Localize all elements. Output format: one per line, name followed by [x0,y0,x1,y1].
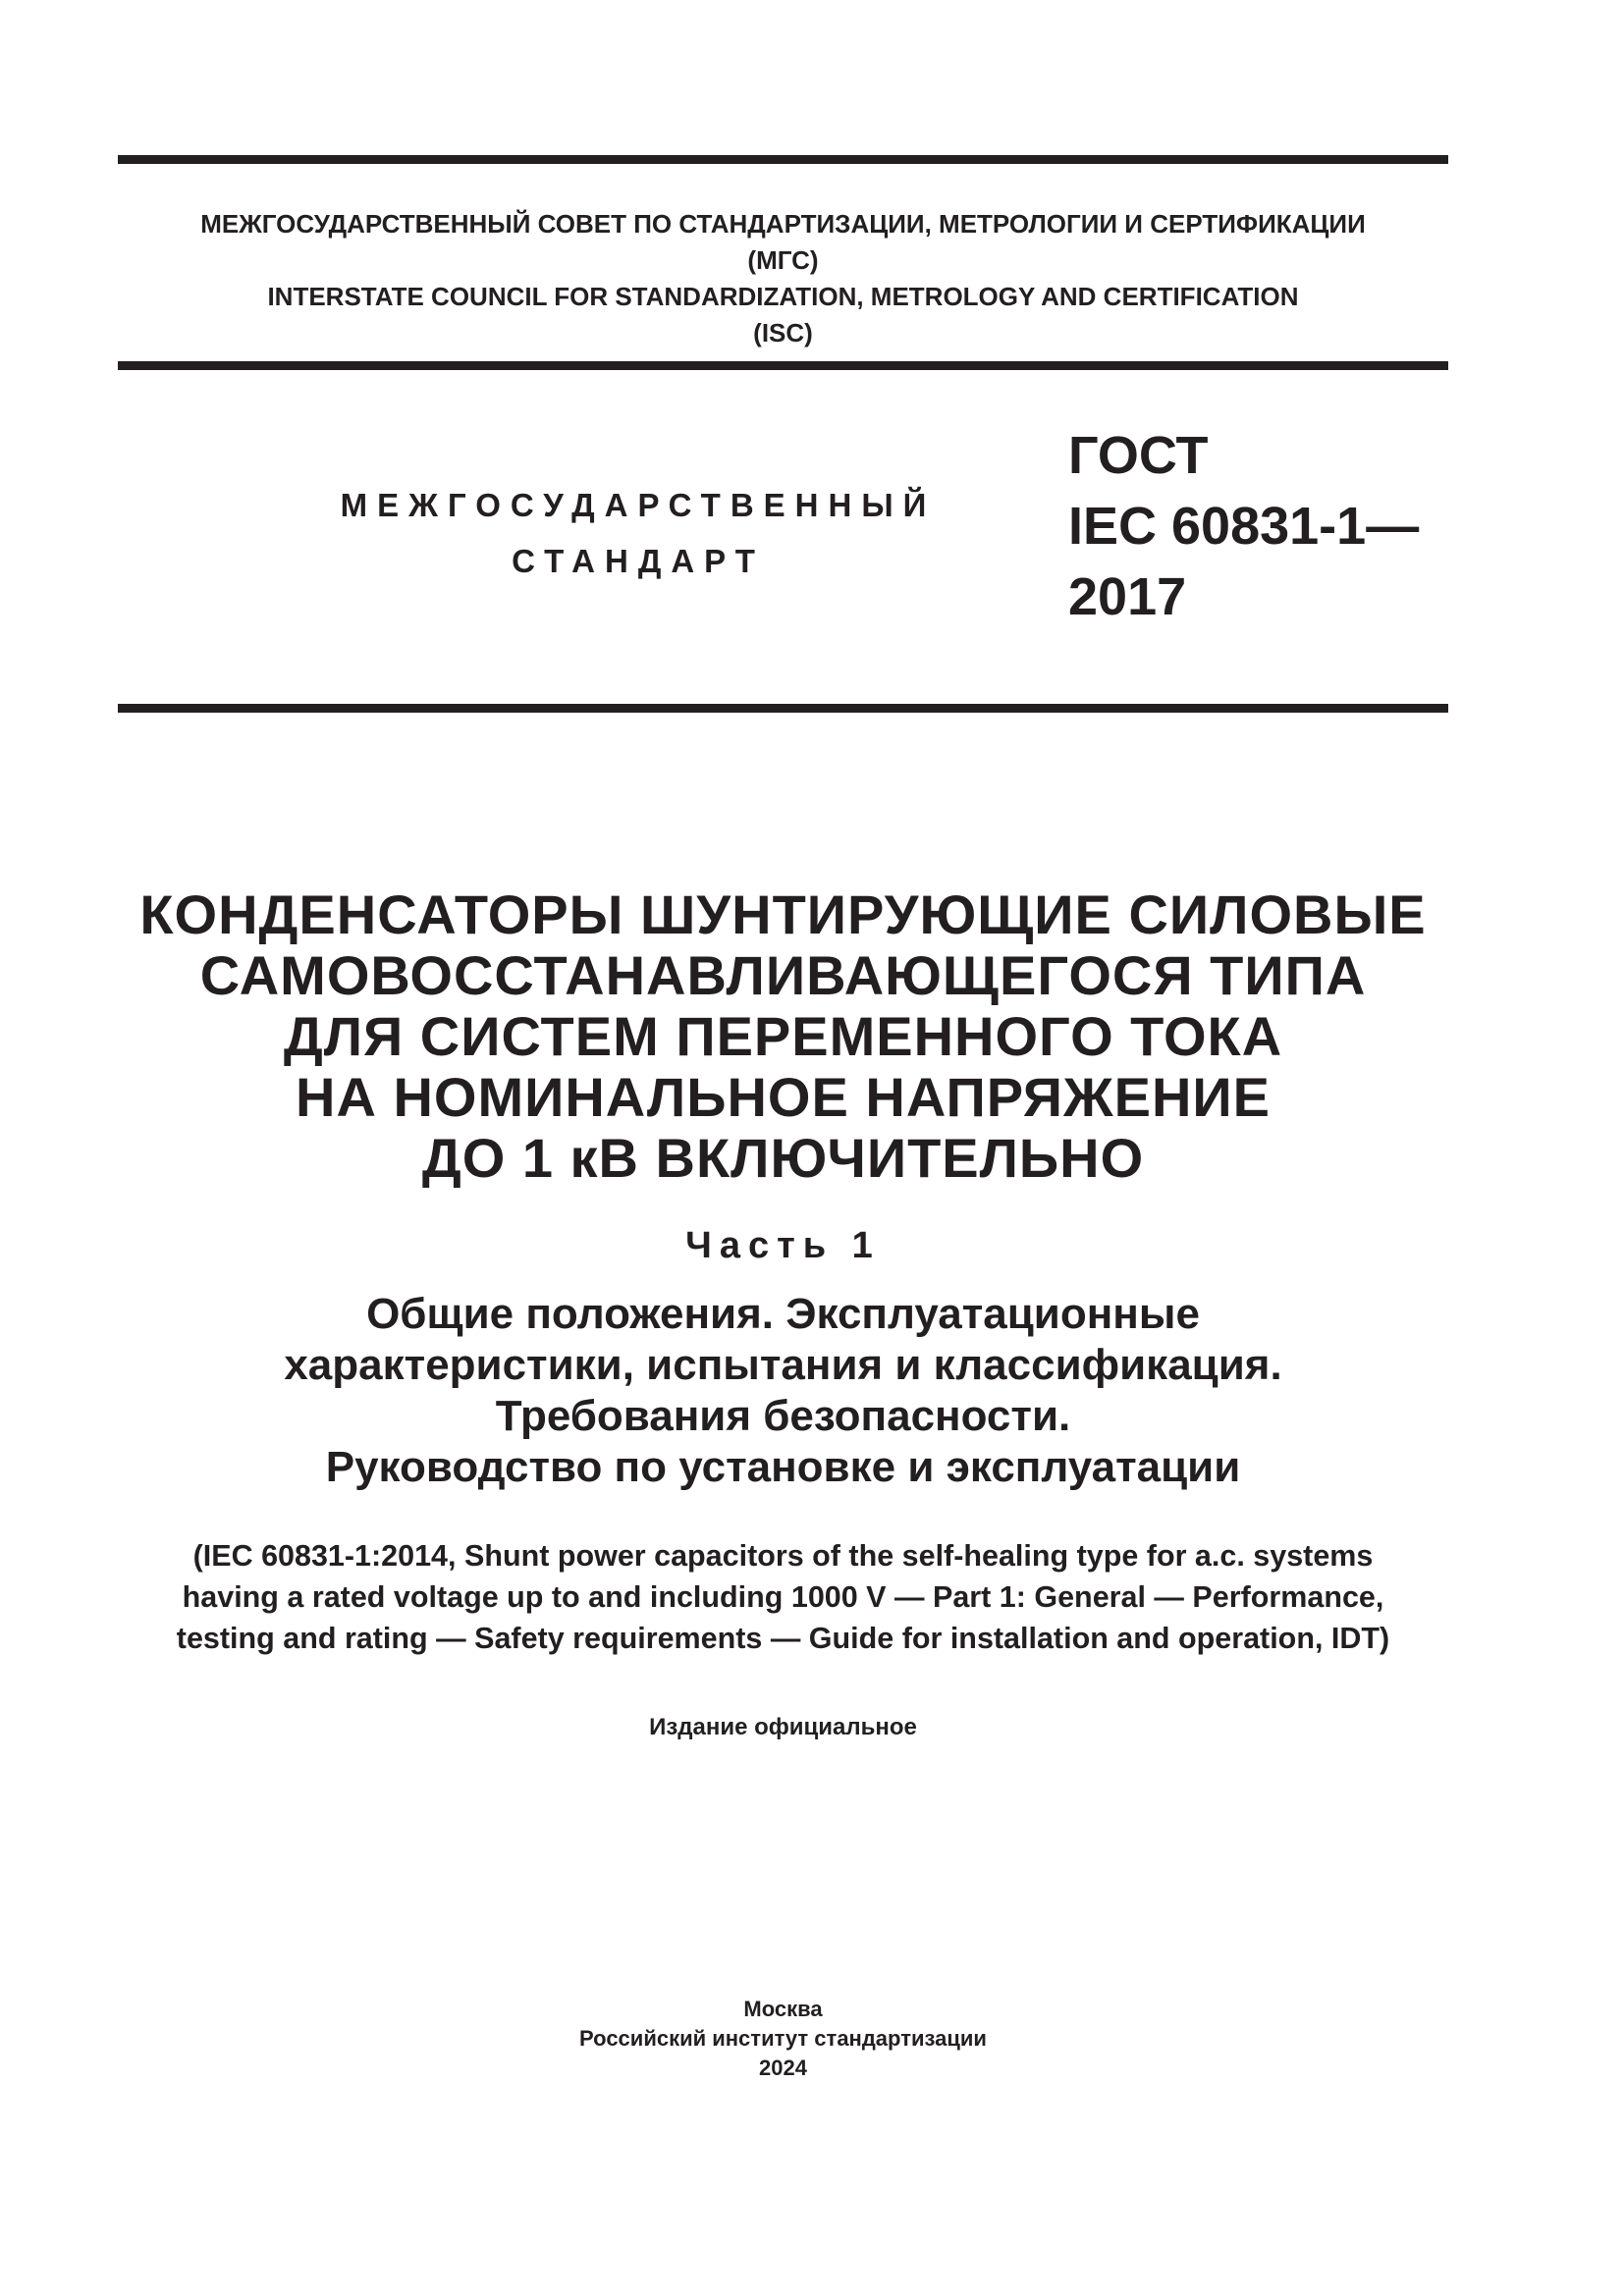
part-label: Часть 1 [685,1225,881,1266]
standard-type [295,477,982,589]
subtitle-line: характеристики, испытания и классификация. [284,1341,1282,1389]
top-rule [118,155,1448,164]
subtitle-line: Общие положения. Эксплуатационные [366,1290,1200,1338]
designation-line3: 2017 [1068,567,1187,626]
imprint-city: Москва [743,1997,823,2021]
designation-line1: ГОСТ [1068,426,1209,485]
title-line: ДЛЯ СИСТЕМ ПЕРЕМЕННОГО ТОКА [283,1005,1283,1067]
iec-reference-line: having a rated voltage up to and including 1000 V — Part 1: General — Performance, [182,1580,1384,1614]
standard-type-line2: СТАНДАРТ [512,543,765,579]
council-en-abbr: (ISC) [753,318,813,347]
designation-line2: IEC 60831-1— [1068,497,1420,556]
header-bottom-rule [118,361,1448,370]
iec-reference-line: (IEC 60831-1:2014, Shunt power capacitors of the self-healing type for a.c. systems [192,1539,1374,1573]
document-subtitle [118,1289,1448,1493]
title-line: КОНДЕНСАТОРЫ ШУНТИРУЮЩИЕ СИЛОВЫЕ [139,883,1427,945]
imprint-publisher: Российский институт стандартизации [579,2026,987,2051]
iec-reference [98,1535,1468,1659]
subtitle-line: Требования безопасности. [495,1392,1071,1440]
subtitle-line: Руководство по установке и эксплуатации [325,1443,1241,1491]
iec-reference-line: testing and rating — Safety requirements — Guide for installation and operation, IDT) [176,1622,1390,1655]
council-header [118,206,1448,351]
standard-designation [1068,420,1419,632]
council-ru-name: МЕЖГОСУДАРСТВЕННЫЙ СОВЕТ ПО СТАНДАРТИЗАЦИИ, МЕТРОЛОГИИ И СЕРТИФИКАЦИИ [200,209,1366,239]
imprint [118,1995,1448,2083]
title-line: САМОВОССТАНАВЛИВАЮЩЕГОСЯ ТИПА [199,944,1367,1006]
designation-bottom-rule [118,704,1448,713]
council-en-name: INTERSTATE COUNCIL FOR STANDARDIZATION, METROLOGY AND CERTIFICATION [267,282,1299,311]
edition-label: Издание официальное [649,1714,917,1740]
title-line: НА НОМИНАЛЬНОЕ НАПРЯЖЕНИЕ [296,1066,1271,1128]
imprint-year: 2024 [759,2056,807,2080]
standard-type-line1: МЕЖГОСУДАРСТВЕННЫЙ [340,487,937,523]
council-ru-abbr: (МГС) [747,245,819,275]
title-line: ДО 1 кВ ВКЛЮЧИТЕЛЬНО [421,1127,1145,1189]
document-title [118,884,1448,1189]
